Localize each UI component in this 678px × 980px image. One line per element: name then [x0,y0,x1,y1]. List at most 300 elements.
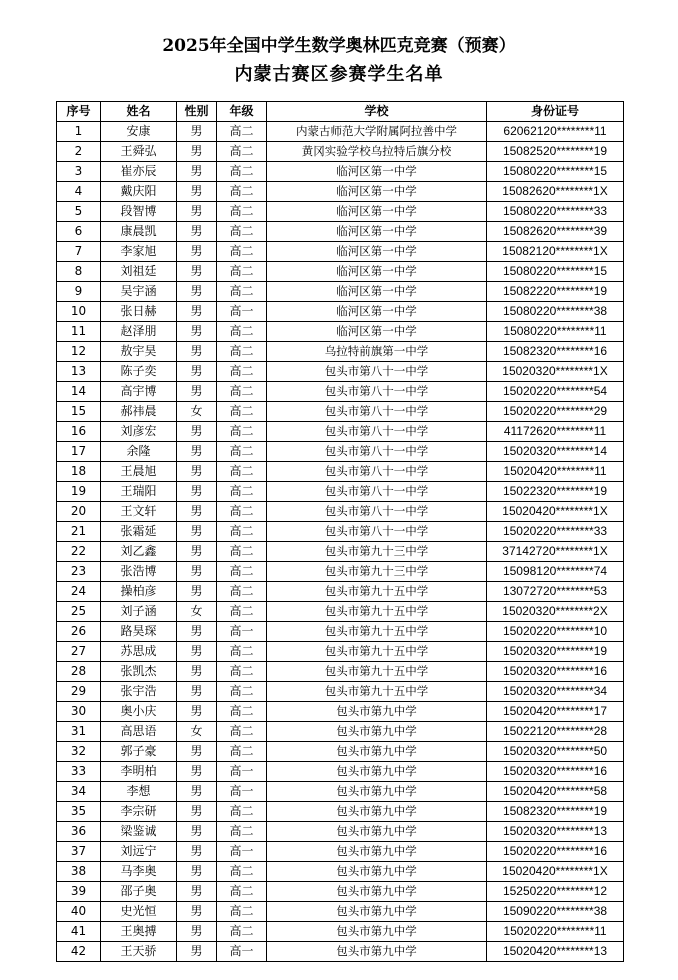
table-row [57,282,624,302]
cell-grade: 高二 [217,362,267,382]
cell-number: 33 [57,762,101,782]
cell-grade: 高二 [217,642,267,662]
cell-grade: 高一 [217,762,267,782]
cell-gender: 男 [177,162,217,182]
cell-number: 24 [57,582,101,602]
cell-school: 乌拉特前旗第一中学 [267,342,487,362]
table-row [57,482,624,502]
cell-grade: 高二 [217,902,267,922]
table-body [57,122,624,962]
cell-school: 包头市第九十五中学 [267,642,487,662]
cell-grade: 高二 [217,802,267,822]
cell-id-number: 15090220********38 [487,902,624,922]
cell-gender: 男 [177,462,217,482]
cell-number: 15 [57,402,101,422]
cell-grade: 高二 [217,562,267,582]
cell-id-number: 15080220********33 [487,202,624,222]
cell-id-number: 15020320********34 [487,682,624,702]
cell-number: 40 [57,902,101,922]
cell-number: 3 [57,162,101,182]
cell-id-number: 62062120********11 [487,122,624,142]
cell-id-number: 15082620********1X [487,182,624,202]
cell-number: 39 [57,882,101,902]
cell-school: 临河区第一中学 [267,302,487,322]
cell-name: 张日赫 [101,302,177,322]
cell-number: 8 [57,262,101,282]
cell-name: 史光恒 [101,902,177,922]
cell-id-number: 15082520********19 [487,142,624,162]
cell-school: 临河区第一中学 [267,242,487,262]
cell-number: 11 [57,322,101,342]
cell-grade: 高二 [217,162,267,182]
cell-id-number: 15020220********11 [487,922,624,942]
cell-id-number: 15098120********74 [487,562,624,582]
table-row [57,382,624,402]
table-row [57,202,624,222]
cell-grade: 高二 [217,222,267,242]
cell-school: 包头市第九十五中学 [267,682,487,702]
cell-school: 包头市第九十五中学 [267,582,487,602]
table-row [57,442,624,462]
cell-gender: 男 [177,282,217,302]
cell-grade: 高二 [217,722,267,742]
cell-id-number: 15020320********16 [487,762,624,782]
cell-number: 25 [57,602,101,622]
cell-grade: 高一 [217,942,267,962]
table-row [57,542,624,562]
cell-id-number: 15020320********2X [487,602,624,622]
cell-id-number: 15080220********15 [487,162,624,182]
cell-number: 26 [57,622,101,642]
cell-name: 康晨凯 [101,222,177,242]
cell-number: 42 [57,942,101,962]
table-row [57,462,624,482]
table-row [57,822,624,842]
cell-name: 操柏彦 [101,582,177,602]
cell-number: 32 [57,742,101,762]
cell-grade: 高一 [217,782,267,802]
cell-grade: 高二 [217,462,267,482]
table-row [57,682,624,702]
cell-gender: 男 [177,642,217,662]
cell-number: 9 [57,282,101,302]
cell-id-number: 15250220********12 [487,882,624,902]
cell-id-number: 15080220********15 [487,262,624,282]
cell-id-number: 15020420********17 [487,702,624,722]
cell-grade: 高二 [217,582,267,602]
header-grade: 年级 [217,102,267,122]
cell-name: 苏思成 [101,642,177,662]
cell-name: 刘子涵 [101,602,177,622]
cell-gender: 男 [177,382,217,402]
cell-number: 16 [57,422,101,442]
cell-school: 包头市第九中学 [267,882,487,902]
cell-id-number: 15020420********13 [487,942,624,962]
cell-school: 临河区第一中学 [267,222,487,242]
cell-name: 邵子奥 [101,882,177,902]
cell-number: 29 [57,682,101,702]
table-header-row [57,102,624,122]
cell-id-number: 15020420********58 [487,782,624,802]
header-name: 姓名 [101,102,177,122]
table-row [57,582,624,602]
cell-name: 郭子豪 [101,742,177,762]
cell-gender: 男 [177,882,217,902]
cell-gender: 男 [177,702,217,722]
cell-number: 18 [57,462,101,482]
table-row [57,742,624,762]
cell-id-number: 15020320********16 [487,662,624,682]
cell-name: 马李奥 [101,862,177,882]
cell-school: 包头市第九中学 [267,702,487,722]
cell-name: 王天骄 [101,942,177,962]
cell-school: 包头市第九中学 [267,742,487,762]
cell-name: 路昊琛 [101,622,177,642]
table-row [57,422,624,442]
cell-gender: 男 [177,902,217,922]
cell-gender: 男 [177,762,217,782]
cell-number: 2 [57,142,101,162]
header-id-number: 身份证号 [487,102,624,122]
table-row [57,182,624,202]
cell-id-number: 15082620********39 [487,222,624,242]
cell-grade: 高二 [217,342,267,362]
cell-gender: 男 [177,522,217,542]
cell-name: 李想 [101,782,177,802]
cell-name: 刘乙鑫 [101,542,177,562]
cell-grade: 高二 [217,682,267,702]
cell-number: 31 [57,722,101,742]
cell-name: 张宇浩 [101,682,177,702]
cell-name: 郝祎晨 [101,402,177,422]
cell-name: 张浩博 [101,562,177,582]
participant-table [56,101,624,962]
table-row [57,622,624,642]
table-row [57,322,624,342]
cell-gender: 男 [177,242,217,262]
cell-gender: 男 [177,222,217,242]
cell-grade: 高二 [217,122,267,142]
cell-grade: 高二 [217,382,267,402]
cell-gender: 男 [177,782,217,802]
table-row [57,402,624,422]
table-row [57,142,624,162]
cell-number: 6 [57,222,101,242]
cell-gender: 男 [177,322,217,342]
cell-gender: 男 [177,122,217,142]
cell-number: 35 [57,802,101,822]
cell-school: 临河区第一中学 [267,282,487,302]
cell-grade: 高二 [217,182,267,202]
cell-number: 17 [57,442,101,462]
cell-number: 23 [57,562,101,582]
cell-id-number: 15020320********14 [487,442,624,462]
cell-grade: 高二 [217,522,267,542]
cell-school: 临河区第一中学 [267,162,487,182]
cell-name: 崔亦辰 [101,162,177,182]
table-row [57,722,624,742]
cell-gender: 男 [177,202,217,222]
cell-id-number: 13072720********53 [487,582,624,602]
cell-gender: 男 [177,682,217,702]
cell-grade: 高二 [217,482,267,502]
cell-number: 13 [57,362,101,382]
cell-name: 王瑞阳 [101,482,177,502]
cell-gender: 男 [177,562,217,582]
cell-grade: 高二 [217,282,267,302]
cell-name: 高宇博 [101,382,177,402]
table-row [57,882,624,902]
cell-number: 4 [57,182,101,202]
table-row [57,782,624,802]
cell-id-number: 15020220********29 [487,402,624,422]
table-row [57,362,624,382]
cell-id-number: 15020220********54 [487,382,624,402]
cell-gender: 男 [177,582,217,602]
cell-name: 奥小庆 [101,702,177,722]
cell-gender: 男 [177,362,217,382]
cell-number: 20 [57,502,101,522]
cell-id-number: 15082320********19 [487,802,624,822]
cell-number: 10 [57,302,101,322]
cell-gender: 男 [177,482,217,502]
cell-gender: 男 [177,842,217,862]
cell-name: 李明柏 [101,762,177,782]
cell-school: 包头市第八十一中学 [267,422,487,442]
cell-id-number: 15020320********50 [487,742,624,762]
cell-id-number: 15020220********16 [487,842,624,862]
table-row [57,662,624,682]
cell-gender: 男 [177,822,217,842]
cell-grade: 高二 [217,142,267,162]
cell-school: 临河区第一中学 [267,202,487,222]
document-title: 2025年全国中学生数学奥林匹克竞赛（预赛） [162,36,516,56]
cell-name: 王文轩 [101,502,177,522]
cell-gender: 男 [177,662,217,682]
cell-school: 包头市第九中学 [267,902,487,922]
cell-name: 张凯杰 [101,662,177,682]
cell-id-number: 15020420********11 [487,462,624,482]
cell-name: 高思语 [101,722,177,742]
cell-school: 包头市第八十一中学 [267,402,487,422]
cell-id-number: 15022120********28 [487,722,624,742]
cell-name: 戴庆阳 [101,182,177,202]
cell-school: 包头市第九十三中学 [267,562,487,582]
table-row [57,122,624,142]
cell-school: 包头市第九中学 [267,862,487,882]
cell-name: 安康 [101,122,177,142]
cell-grade: 高二 [217,262,267,282]
header-gender: 性别 [177,102,217,122]
cell-name: 刘远宁 [101,842,177,862]
cell-number: 22 [57,542,101,562]
table-row [57,922,624,942]
cell-school: 包头市第九十五中学 [267,622,487,642]
cell-gender: 男 [177,302,217,322]
cell-gender: 男 [177,862,217,882]
cell-grade: 高二 [217,702,267,722]
cell-school: 内蒙古师范大学附属阿拉善中学 [267,122,487,142]
table-row [57,522,624,542]
table-row [57,942,624,962]
cell-grade: 高一 [217,622,267,642]
cell-school: 包头市第八十一中学 [267,442,487,462]
cell-school: 包头市第九中学 [267,762,487,782]
cell-number: 36 [57,822,101,842]
table-row [57,502,624,522]
cell-school: 包头市第九中学 [267,922,487,942]
cell-school: 黄冈实验学校乌拉特后旗分校 [267,142,487,162]
table-row [57,562,624,582]
cell-gender: 女 [177,402,217,422]
cell-school: 包头市第九十五中学 [267,662,487,682]
table-row [57,642,624,662]
table-row [57,902,624,922]
table-row [57,342,624,362]
cell-id-number: 37142720********1X [487,542,624,562]
table-row [57,242,624,262]
cell-school: 包头市第八十一中学 [267,462,487,482]
cell-number: 41 [57,922,101,942]
cell-gender: 男 [177,742,217,762]
cell-number: 14 [57,382,101,402]
cell-school: 临河区第一中学 [267,182,487,202]
cell-school: 包头市第九中学 [267,822,487,842]
cell-grade: 高二 [217,322,267,342]
cell-id-number: 41172620********11 [487,422,624,442]
cell-gender: 男 [177,542,217,562]
cell-number: 34 [57,782,101,802]
cell-school: 临河区第一中学 [267,262,487,282]
cell-id-number: 15020420********1X [487,862,624,882]
cell-number: 28 [57,662,101,682]
cell-grade: 高二 [217,602,267,622]
cell-grade: 高二 [217,402,267,422]
cell-school: 包头市第八十一中学 [267,362,487,382]
cell-id-number: 15020320********1X [487,362,624,382]
cell-number: 21 [57,522,101,542]
table-row [57,602,624,622]
cell-gender: 女 [177,602,217,622]
cell-name: 王奥搏 [101,922,177,942]
cell-gender: 男 [177,422,217,442]
cell-name: 赵泽朋 [101,322,177,342]
cell-grade: 高二 [217,882,267,902]
header-number: 序号 [57,102,101,122]
cell-name: 李宗研 [101,802,177,822]
cell-school: 包头市第九十五中学 [267,602,487,622]
cell-name: 余隆 [101,442,177,462]
cell-name: 梁鉴诚 [101,822,177,842]
cell-school: 包头市第八十一中学 [267,382,487,402]
document-subtitle: 内蒙古赛区参赛学生名单 [234,64,444,85]
cell-grade: 高二 [217,922,267,942]
cell-grade: 高二 [217,502,267,522]
cell-number: 5 [57,202,101,222]
cell-school: 包头市第九中学 [267,842,487,862]
cell-gender: 女 [177,722,217,742]
cell-gender: 男 [177,922,217,942]
cell-number: 12 [57,342,101,362]
cell-grade: 高二 [217,442,267,462]
cell-id-number: 15020220********10 [487,622,624,642]
cell-grade: 高二 [217,202,267,222]
cell-name: 吴宇涵 [101,282,177,302]
cell-school: 包头市第八十一中学 [267,482,487,502]
cell-grade: 高二 [217,242,267,262]
cell-name: 刘祖廷 [101,262,177,282]
cell-grade: 高二 [217,542,267,562]
table-row [57,162,624,182]
table-row [57,262,624,282]
cell-school: 包头市第八十一中学 [267,502,487,522]
header-school: 学校 [267,102,487,122]
cell-grade: 高二 [217,662,267,682]
cell-id-number: 15080220********11 [487,322,624,342]
cell-school: 包头市第九中学 [267,942,487,962]
cell-id-number: 15082120********1X [487,242,624,262]
cell-name: 陈子奕 [101,362,177,382]
cell-id-number: 15020320********13 [487,822,624,842]
table-row [57,762,624,782]
cell-name: 刘彦宏 [101,422,177,442]
cell-gender: 男 [177,142,217,162]
table-row [57,222,624,242]
table-row [57,842,624,862]
cell-id-number: 15020320********19 [487,642,624,662]
cell-school: 临河区第一中学 [267,322,487,342]
cell-id-number: 15020220********33 [487,522,624,542]
cell-grade: 高二 [217,742,267,762]
table-row [57,302,624,322]
cell-name: 王舜弘 [101,142,177,162]
table-row [57,862,624,882]
cell-gender: 男 [177,342,217,362]
cell-number: 1 [57,122,101,142]
cell-name: 张霜延 [101,522,177,542]
cell-grade: 高二 [217,862,267,882]
cell-grade: 高二 [217,822,267,842]
table-row [57,702,624,722]
cell-number: 30 [57,702,101,722]
table-row [57,802,624,822]
cell-number: 7 [57,242,101,262]
cell-gender: 男 [177,502,217,522]
cell-gender: 男 [177,262,217,282]
cell-gender: 男 [177,622,217,642]
cell-gender: 男 [177,942,217,962]
cell-name: 敖宇昊 [101,342,177,362]
cell-gender: 男 [177,802,217,822]
cell-grade: 高一 [217,842,267,862]
cell-id-number: 15022320********19 [487,482,624,502]
cell-grade: 高二 [217,422,267,442]
cell-id-number: 15080220********38 [487,302,624,322]
cell-gender: 男 [177,182,217,202]
cell-id-number: 15020420********1X [487,502,624,522]
cell-school: 包头市第九中学 [267,782,487,802]
cell-school: 包头市第九十三中学 [267,542,487,562]
cell-number: 37 [57,842,101,862]
cell-id-number: 15082320********16 [487,342,624,362]
cell-gender: 男 [177,442,217,462]
cell-school: 包头市第八十一中学 [267,522,487,542]
cell-school: 包头市第九中学 [267,802,487,822]
cell-number: 19 [57,482,101,502]
cell-number: 27 [57,642,101,662]
cell-school: 包头市第九中学 [267,722,487,742]
cell-number: 38 [57,862,101,882]
